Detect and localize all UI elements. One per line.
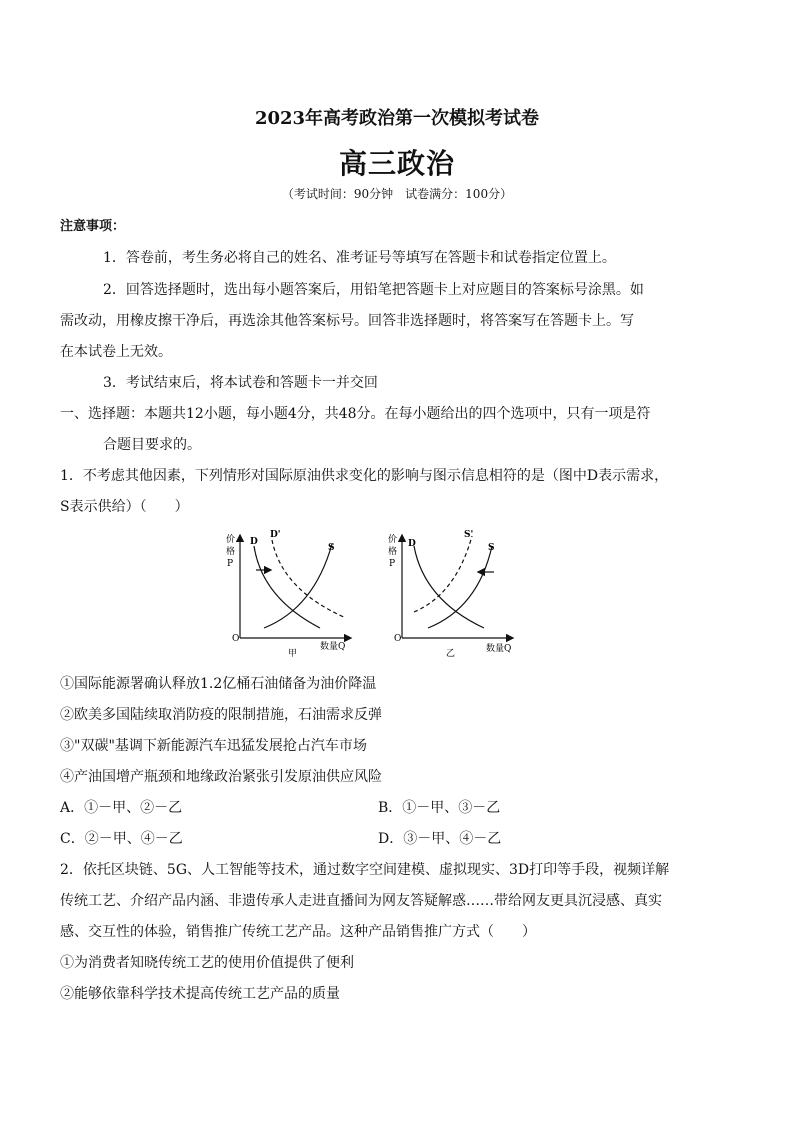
demand-shifted-curve (272, 540, 346, 618)
figure-caption: 甲 (288, 649, 298, 659)
demand-label: D (250, 537, 258, 547)
figure-caption: 乙 (446, 649, 456, 659)
notice-heading: 注意事项： (60, 219, 126, 234)
notice-item-2-line-1: 2．回答选择题时，选出每小题答案后，用铅笔把答题卡上对应题目的答案标号涂黑。如 (103, 282, 644, 298)
origin-label: O (394, 634, 402, 644)
q1-option-d[interactable]: D．③－甲、④－乙 (378, 831, 502, 847)
q1-stem-line-2: S表示供给）（ ） (60, 499, 189, 515)
y-axis-label-2: 格 (226, 547, 236, 557)
figure-yi (384, 528, 524, 662)
supply-label: S (488, 543, 495, 553)
supply-curve (264, 544, 332, 628)
supply-label: S (328, 543, 335, 553)
q1-option-a[interactable]: A．①－甲、②－乙 (60, 800, 183, 816)
x-axis-label: 数量Q (320, 642, 346, 652)
notice-item-3: 3．考试结束后，将本试卷和答题卡一并交回 (103, 375, 378, 391)
exam-info: （考试时间：90分钟 试卷满分：100分） (281, 187, 513, 201)
origin-label: O (232, 634, 240, 644)
notice-item-1: 1．答卷前，考生务必将自己的姓名、准考证号等填写在答题卡和试卷指定位置上。 (103, 250, 616, 266)
notice-item-2-line-3: 在本试卷上无效。 (60, 344, 172, 360)
q2-stem-line-2: 传统工艺、介绍产品内涵、非遗传承人走进直播间为网友答疑解惑……带给网友更具沉浸感、真实 (60, 893, 662, 909)
section-1-heading-line-2: 合题目要求的。 (103, 437, 201, 453)
y-axis-label-2: 格 (388, 547, 398, 557)
q1-statement-3: ③"双碳"基调下新能源汽车迅猛发展抢占汽车市场 (60, 738, 367, 754)
q1-option-c[interactable]: C．②－甲、④－乙 (60, 831, 183, 847)
q1-statement-1: ①国际能源署确认释放1.2亿桶石油储备为油价降温 (60, 676, 377, 692)
y-axis-label-3: P (389, 559, 396, 569)
q1-statement-4: ④产油国增产瓶颈和地缘政治紧张引发原油供应风险 (60, 769, 382, 785)
q1-stem-line-1: 1．不考虑其他因素，下列情形对国际原油供求变化的影响与图示信息相符的是（图中D表示需求， (60, 468, 669, 484)
q1-option-b[interactable]: B．①－甲、③－乙 (378, 800, 501, 816)
y-axis-label: 价 (388, 535, 398, 545)
demand-shifted-label: D' (270, 530, 281, 540)
q2-statement-1: ①为消费者知晓传统工艺的使用价值提供了便利 (60, 955, 354, 971)
y-axis-label: 价 (226, 535, 236, 545)
subject-title: 高三政治 (338, 147, 455, 180)
x-axis-label: 数量Q (486, 644, 512, 654)
demand-curve (414, 546, 484, 628)
q1-statement-2: ②欧美多国陆续取消防疫的限制措施，石油需求反弹 (60, 707, 382, 723)
notice-item-2-line-2: 需改动，用橡皮擦干净后，再选涂其他答案标号。回答非选择题时，将答案写在答题卡上。写 (60, 313, 634, 329)
section-1-heading-line-1: 一、选择题：本题共12小题，每小题4分，共48分。在每小题给出的四个选项中，只有一项是符 (60, 406, 651, 422)
figure-jia (222, 528, 362, 662)
demand-label: D (408, 539, 416, 549)
supply-curve (428, 546, 492, 628)
q2-statement-2: ②能够依靠科学技术提高传统工艺产品的质量 (60, 986, 340, 1002)
q2-stem-line-3: 感、交互性的体验，销售推广传统工艺产品。这种产品销售推广方式（ ） (60, 924, 536, 940)
supply-shifted-label: S' (464, 530, 474, 540)
q2-stem-line-1: 2．依托区块链、5G、人工智能等技术，通过数字空间建模、虚拟现实、3D打印等手段，视频详解 (60, 862, 670, 878)
exam-title: 2023年高考政治第一次模拟考试卷 (254, 108, 540, 129)
y-axis-label-3: P (227, 559, 234, 569)
